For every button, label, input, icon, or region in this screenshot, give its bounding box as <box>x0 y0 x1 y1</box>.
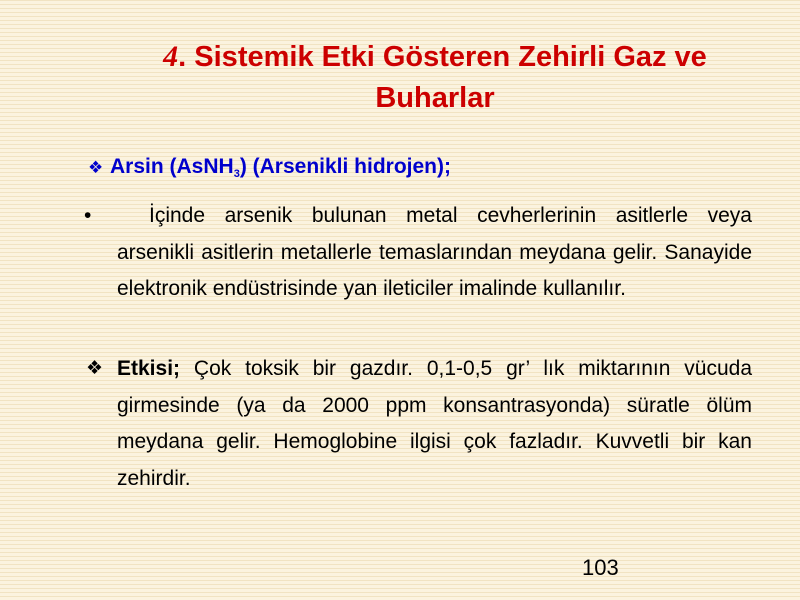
paragraph-1 <box>117 198 752 308</box>
slide-title <box>100 36 770 119</box>
title-number: 4 <box>163 40 179 73</box>
heading-text-before: Arsin (AsNH <box>110 155 234 178</box>
bullet-dot: • <box>84 204 92 227</box>
heading-text-after: ) (Arsenikli hidrojen); <box>239 155 451 178</box>
title-text: . Sistemik Etki Gösteren Zehirli Gaz ve Buharlar <box>178 41 707 114</box>
page-number: 103 <box>582 555 619 580</box>
section-heading <box>88 153 451 188</box>
diamond-bullet-icon: ❖ <box>86 358 104 379</box>
diamond-bullet-icon: ❖ <box>88 158 104 177</box>
paragraph-1-text: İçinde arsenik bulunan metal cevherlerinin asitlerle veya arsenikli asitlerin metallerle temaslarından meydana gelir. Sanayide elektronik endüstrisinde yan ileticiler imalinde kullanılır. <box>117 204 752 300</box>
paragraph-2-label: Etkisi; <box>117 357 181 380</box>
heading-subscript: 3 <box>233 168 240 180</box>
paragraph-2 <box>117 351 752 497</box>
paragraph-2-text: Çok toksik bir gazdır. 0,1-0,5 gr’ lık miktarının vücuda girmesinde (ya da 2000 ppm konsantrasyonda) süratle ölüm meydana gelir. Hemoglobine ilgisi çok fazladır. Kuvvetli bir kan zehirdir. <box>117 357 752 490</box>
